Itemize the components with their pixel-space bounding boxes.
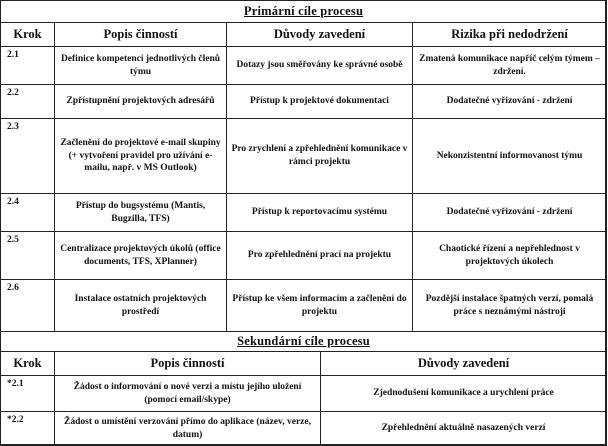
- step-number: *2.2: [1, 412, 55, 446]
- description-cell: Definice kompetencí jednotlivých členů týmu: [55, 47, 227, 85]
- step-number: 2.5: [1, 232, 55, 280]
- step-number: 2.3: [1, 119, 55, 194]
- table-row: [1, 85, 607, 119]
- step-number: 2.4: [1, 194, 55, 232]
- reason-cell: Zjednodušení komunikace a urychlení práce: [321, 376, 607, 412]
- secondary-goals-title: Sekundární cíle procesu: [1, 332, 607, 352]
- reason-cell: Zpřehlednění aktuálně nasazených verzí: [321, 412, 607, 446]
- header-risks: Rizika při nedodržení: [413, 23, 607, 47]
- reason-cell: Přístup ke všem informacím a začlenění do projektu: [227, 280, 413, 332]
- reason-cell: Pro zrychlení a zpřehlednění komunikace v rámci projektu: [227, 119, 413, 194]
- reason-cell: Dotazy jsou směřovány ke správné osobě: [227, 47, 413, 85]
- step-number: 2.6: [1, 280, 55, 332]
- reason-cell: Přístup k projektové dokumentaci: [227, 85, 413, 119]
- risk-cell: Zmatená komunikace napříč celým týmem – zdržení.: [413, 47, 607, 85]
- secondary-goals-table: [0, 331, 607, 446]
- description-cell: Žádost o umístění verzování přímo do aplikace (název, verze, datum): [55, 412, 321, 446]
- risk-cell: Nekonzistentní informovanost týmu: [413, 119, 607, 194]
- description-cell: Instalace ostatních projektových prostředí: [55, 280, 227, 332]
- reason-cell: Přístup k reportovacímu systému: [227, 194, 413, 232]
- risk-cell: Dodatečné vyřizování - zdržení: [413, 194, 607, 232]
- step-number: 2.2: [1, 85, 55, 119]
- header-description: Popis činností: [55, 23, 227, 47]
- header-reasons: Důvody zavedení: [227, 23, 413, 47]
- table-row: [1, 280, 607, 332]
- risk-cell: Chaotické řízení a nepřehlednost v projektových úkolech: [413, 232, 607, 280]
- header-description: Popis činností: [55, 352, 321, 376]
- description-cell: Žádost o informování o nové verzi a místu jejího uložení (pomocí email/skype): [55, 376, 321, 412]
- table-row: [1, 412, 607, 446]
- description-cell: Začlenění do projektové e-mail skupiny (+ vytvoření pravidel pro užívání e-mailu, např. v MS Outlook): [55, 119, 227, 194]
- risk-cell: Dodatečné vyřizování - zdržení: [413, 85, 607, 119]
- table-row: [1, 47, 607, 85]
- step-number: 2.1: [1, 47, 55, 85]
- table-row: [1, 232, 607, 280]
- table-row: [1, 119, 607, 194]
- primary-goals-title: Primární cíle procesu: [1, 1, 607, 23]
- table-row: [1, 376, 607, 412]
- description-cell: Zpřístupnění projektových adresářů: [55, 85, 227, 119]
- table-row: [1, 194, 607, 232]
- reason-cell: Pro zpřehlednění prací na projektu: [227, 232, 413, 280]
- description-cell: Přístup do bugsystému (Mantis, Bugzilla, TFS): [55, 194, 227, 232]
- risk-cell: Pozdější instalace špatných verzí, pomalá práce s neznámými nástroji: [413, 280, 607, 332]
- description-cell: Centralizace projektových úkolů (office documents, TFS, XPlanner): [55, 232, 227, 280]
- header-step: Krok: [1, 23, 55, 47]
- header-reasons: Důvody zavedení: [321, 352, 607, 376]
- header-step: Krok: [1, 352, 55, 376]
- step-number: *2.1: [1, 376, 55, 412]
